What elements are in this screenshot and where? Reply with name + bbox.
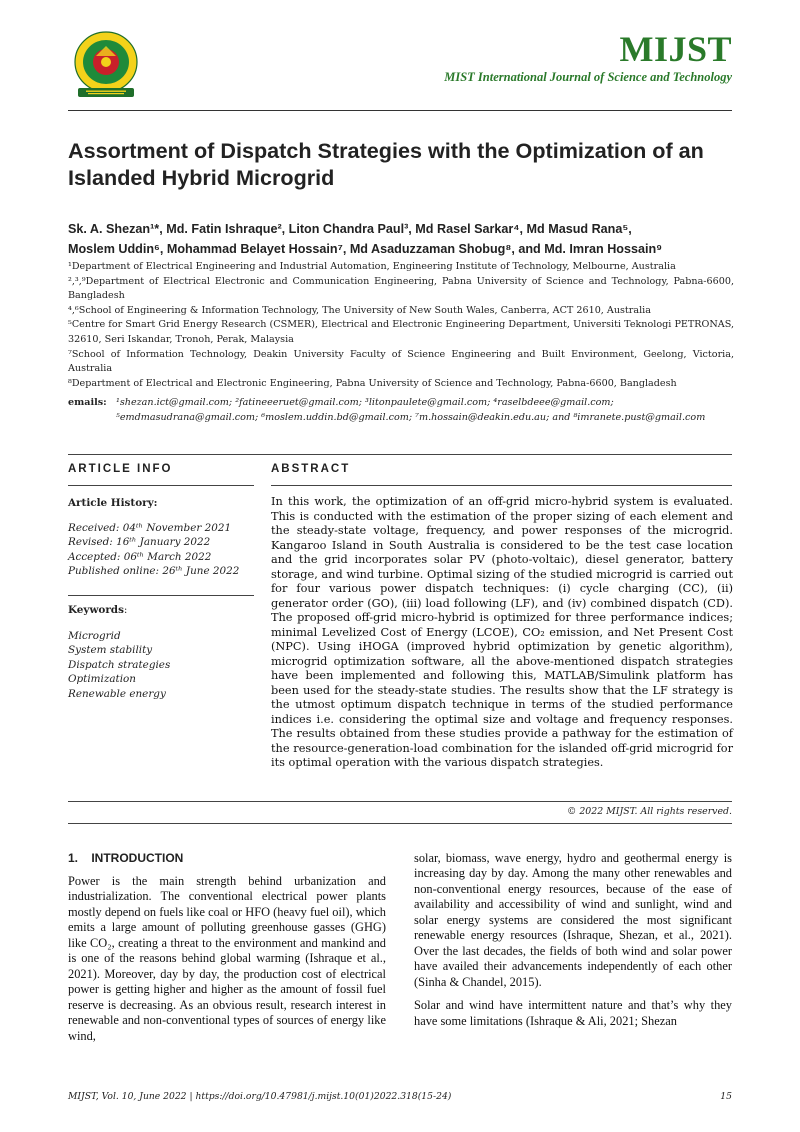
article-info-heading: ARTICLE INFO [68,463,173,475]
authors-line-1: Sk. A. Shezan¹*, Md. Fatin Ishraque², Liton Chandra Paul³, Md Rasel Sarkar⁴, Md Masud Rana⁵, [68,222,632,236]
abstract-text: In this work, the optimization of an off-grid micro-hybrid system is evaluated. This is conducted with the estimation of the proper sizing of each element and the steady-state voltage, frequency, and power responses of the microgrid. Kangaroo Island in South Australia is considered to be the test case location and the grid incorporates solar PV (photo-voltaic), diesel generator, battery storage, and wind turbine. Optimal sizing of the studied microgrid is carried out for four various power dispatch techniques: (i) cycle charging (CC), (ii) generator order (GO), (iii) load following (LF), and (iv) combined dispatch (CD). The proposed off-grid micro-hybrid is optimized for three performance indices; minimal Levelized Cost of Energy (LCOE), CO₂ emission, and Net Present Cost (NPC). Using iHOGA (improved hybrid optimization by genetic algorithm), microgrid optimization software, all the above-mentioned dispatch strategies have been implemented and following this, MATLAB/Simulink platform has been used for the steady-state studies. The results show that the LF strategy is the utmost optimum dispatch technique in terms of the studied performance indices i.e. considering the optimal size and voltage and frequency responses. The results obtained from these studies provide a pathway for the estimation of the resource-generation-load combination for the islanded off-grid microgrid for its optimal operation with the various dispatch strategies. [271,495,733,769]
header-divider [68,110,732,111]
emails-label: emails: [68,397,107,408]
article-history [68,497,254,579]
received-date: Received: 04ᵗʰ November 2021 [68,522,232,534]
abstract-heading-rule [271,485,732,486]
journal-brand [444,30,732,85]
author-emails [68,396,734,425]
keywords-block: Keywords: Microgrid System stability Dispatch strategies Optimization Renewable energy [68,604,254,701]
intro-paragraph: solar, biomass, wave energy, hydro and geothermal energy is increasing day by day. Among the many other renewables and non-conventional energy resources, because of the ease of availability and accessibility of wind and sunlight, wind and solar energy systems are considered the most significant renewable energy resources (Ishraque, Shezan, et al., 2021). Over the last decades, the fields of both wind and solar power have availed their advancements independently of each other (Sinha & Chandel, 2015). [414,851,732,989]
intro-paragraph: Solar and wind have intermittent nature and that’s why they have some limitations (Ishraque & Ali, 2021; Shezan [414,998,732,1028]
journal-abbrev: MIJST [619,29,732,69]
keyword-item: Microgrid [68,630,121,642]
footer-citation[interactable]: MIJST, Vol. 10, June 2022 | https://doi.org/10.47981/j.mijst.10(01)2022.318(15-24) [68,1091,452,1102]
abstract-bottom-rule [68,801,732,802]
affiliation-4: ⁵Centre for Smart Grid Energy Research (CSMER), Electrical and Electronic Engineering Department, Universiti Teknologi PETRONAS, 32610, Seri Iskandar, Tronoh, Perak, Malaysia [68,319,734,345]
affiliation-1: ¹Department of Electrical Engineering and Industrial Automation, Engineering Institute of Technology, Melbourne, Australia [68,261,676,272]
revised-date: Revised: 16ᵗʰ January 2022 [68,536,211,549]
keyword-item: Dispatch strategies [68,658,171,671]
keyword-item: System stability [68,644,153,657]
keyword-item: Renewable energy [68,687,166,700]
intro-paragraph: Power is the main strength behind urbanization and industrialization. The conventional electrical power plants mostly depend on fuels like coal or HFO (heavy fuel oil), which emits a large amount of polluting greenhouse gasses (GHG) like CO₂, creating a threat to the environment and mankind and is one of the reasons behind global warming (Ishraque et al., 2021). Moreover, day by day, the production cost of electrical power is getting higher and higher as the amount of fossil fuel reserve is decreasing. As an obvious result, research interest in renewable and non-conventional types of sources of energy like wind, [68,874,386,1043]
emails-line-1[interactable]: ¹shezan.ict@gmail.com; ²fatineeeruet@gmail.com; ³litonpaulete@gmail.com; ⁴raselbdeee@gmail.com; [116,397,614,408]
affiliation-6: ⁸Department of Electrical and Electronic Engineering, Pabna University of Science and Technology, Pabna-6600, Bangladesh [68,377,677,389]
affiliation-2: ²,³,⁹Department of Electrical Electronic and Communication Engineering, Pabna University of Science and Technology, Pabna-6600, Bangladesh [68,275,734,302]
info-top-rule [68,454,732,455]
page-footer [68,1091,732,1102]
keyword-item: Optimization [68,673,136,686]
accepted-date: Accepted: 06ᵗʰ March 2022 [68,550,212,563]
intro-heading: 1. INTRODUCTION [68,851,184,865]
copyright-notice: © 2022 MIJST. All rights reserved. [566,806,732,817]
authors-line-2: Moslem Uddin⁶, Mohammad Belayet Hossain⁷, Md Asaduzzaman Shobug⁸, and Md. Imran Hossain⁹ [68,242,663,256]
copyright-rule [68,823,732,824]
page-number: 15 [720,1091,732,1102]
journal-name: MIST International Journal of Science and Technology [444,70,732,84]
info-heading-rule [68,485,254,486]
author-list [68,219,734,259]
history-divider [68,595,254,596]
emails-line-2[interactable]: ⁵emdmasudrana@gmail.com; ⁶moslem.uddin.bd@gmail.com; ⁷m.hossain@deakin.edu.au; and ⁸imranete.pust@gmail.com [116,411,706,423]
mist-seal-logo-icon [66,28,146,102]
intro-column-left [68,874,386,1044]
published-date: Published online: 26ᵗʰ June 2022 [68,565,240,578]
affiliations [68,260,734,391]
abstract-heading: ABSTRACT [271,463,351,475]
intro-column-right [414,851,732,1029]
affiliation-3: ⁴,⁶School of Engineering & Information Technology, The University of New South Wales, Canberra, ACT 2610, Australia [68,304,651,316]
history-label: Article History: [68,497,158,509]
keywords-label: Keywords [68,604,124,616]
affiliation-5: ⁷School of Information Technology, Deakin University Faculty of Science Engineering and Built Environment, Geelong, Victoria, Australia [68,348,734,375]
article-title: Assortment of Dispatch Strategies with the Optimization of an Islanded Hybrid Microgrid [68,138,704,190]
